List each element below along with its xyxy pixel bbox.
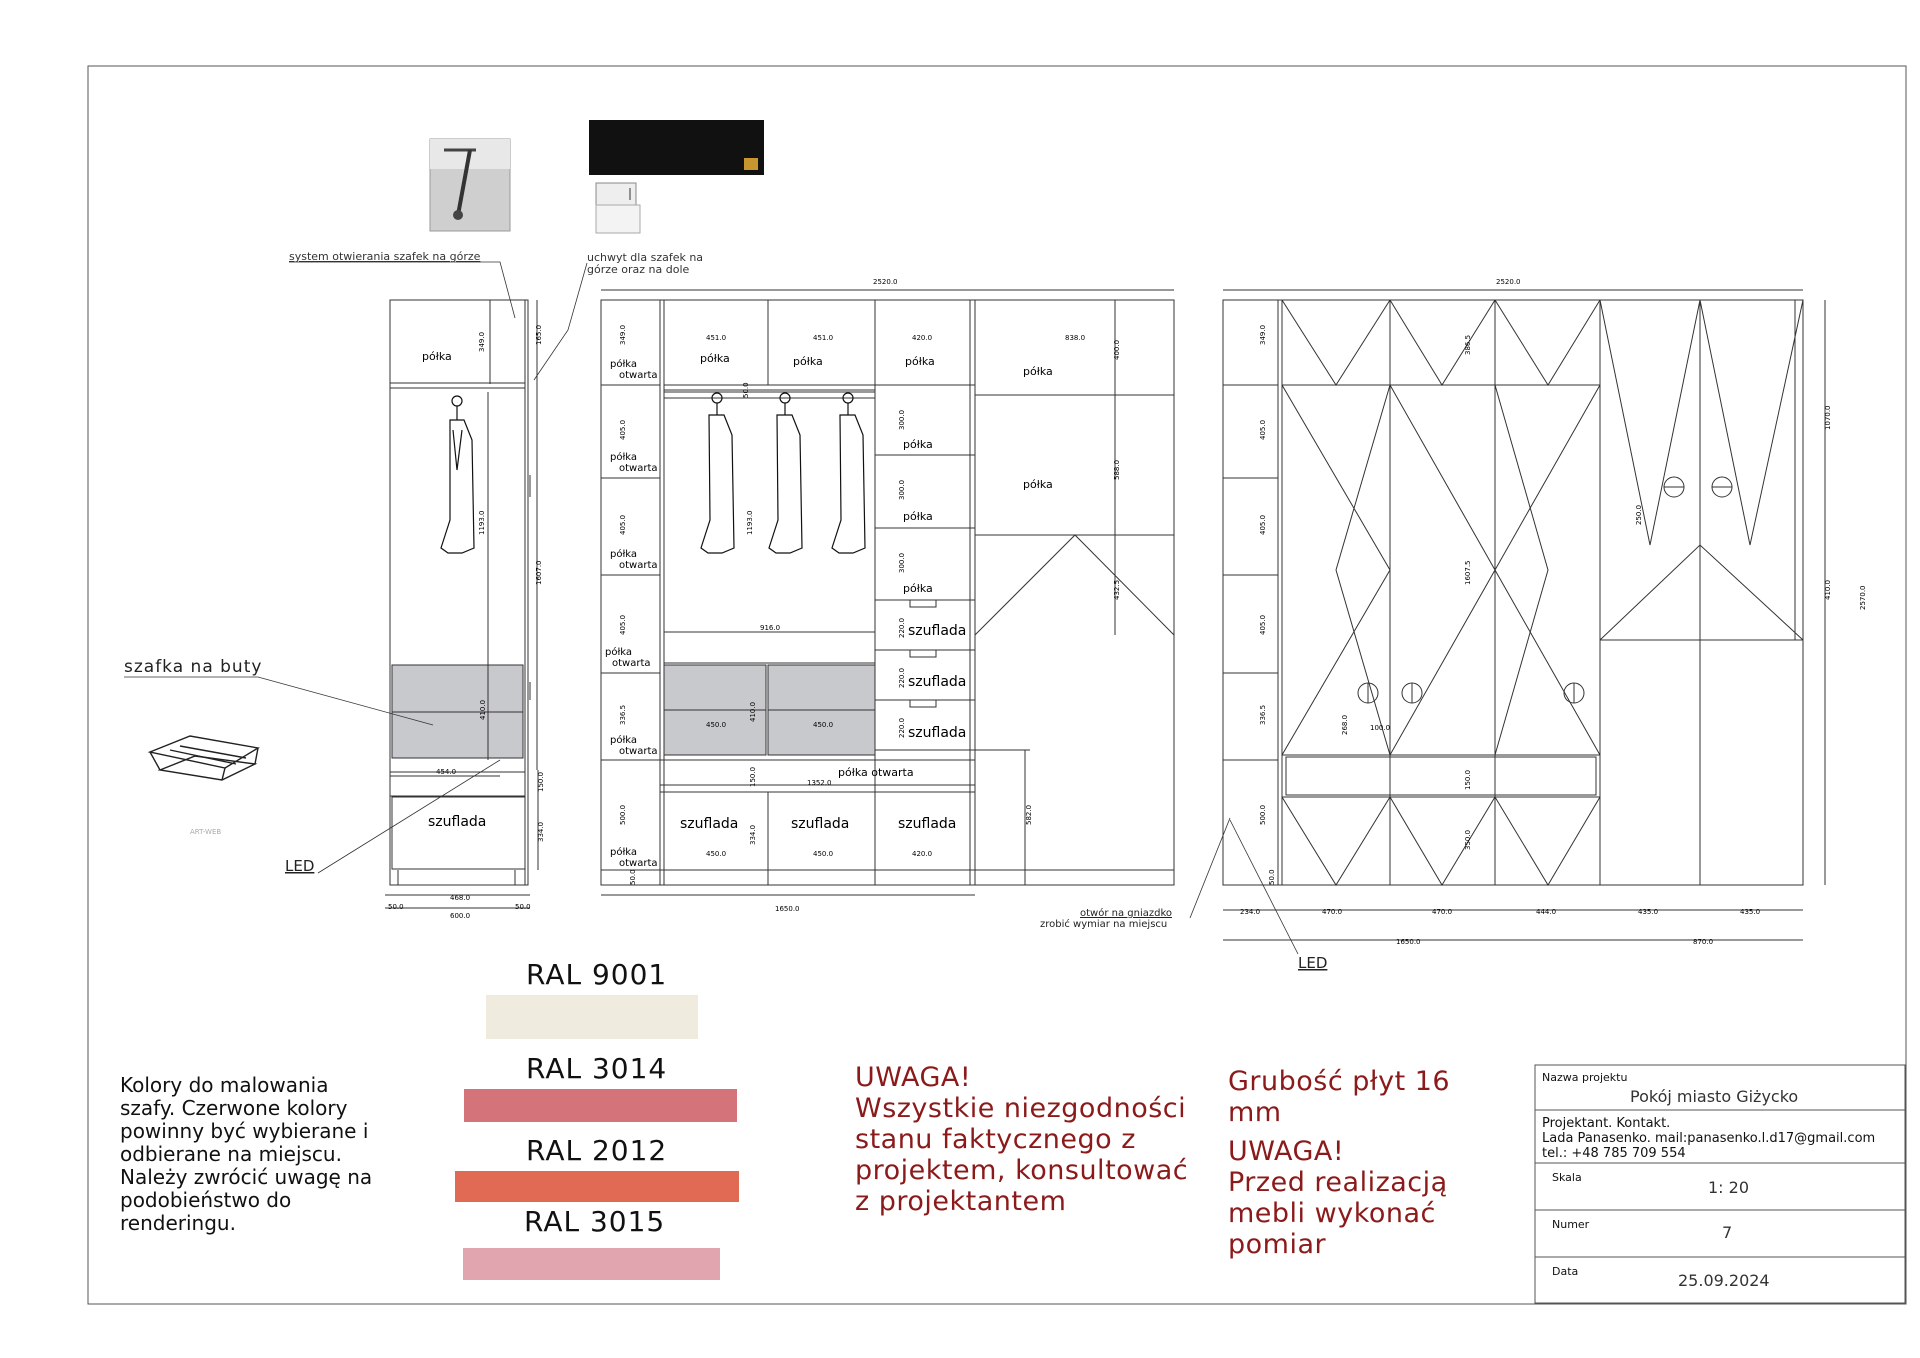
front-drawer-1: szuflada [680, 816, 739, 832]
side-dim-349: 349.0 [478, 331, 486, 352]
side-dim-410: 410.0 [479, 699, 487, 720]
right-dim-386: 386.5 [1464, 334, 1472, 355]
side-dim-165: 165.0 [535, 324, 543, 345]
front-dim-410: 410.0 [749, 701, 757, 722]
front-dim-300a: 300.0 [898, 409, 906, 430]
right-dim-100: 100.0 [1370, 724, 1391, 732]
project-label: Nazwa projektu [1542, 1071, 1628, 1084]
callout-led-right-leader [1230, 820, 1298, 954]
front-open-5a: półka [610, 735, 638, 746]
swatch-label-3015: RAL 3015 [524, 1205, 666, 1238]
contact-line-3: tel.: +48 785 709 554 [1542, 1146, 1686, 1161]
warning-line: pomiar [1228, 1229, 1327, 1260]
warning-line: Grubość płyt 16 [1228, 1066, 1451, 1097]
jacket-icon [701, 393, 865, 553]
swatch-label-9001: RAL 9001 [526, 958, 668, 991]
callout-socket-2: zrobić wymiar na miejscu [1040, 919, 1168, 930]
front-dim-432: 432.5 [1113, 579, 1121, 600]
front-dim-405a: 405.0 [619, 419, 627, 440]
front-dim-334: 334.0 [749, 824, 757, 845]
callout-handle-leader [534, 263, 587, 380]
front-view [601, 290, 1174, 895]
side-dim-334: 334.0 [537, 821, 545, 842]
right-dim-2570: 2570.0 [1859, 585, 1867, 610]
front-dim-450d1: 450.0 [706, 850, 727, 858]
front-dim-50bot: 50.0 [629, 869, 637, 885]
front-drawer-6: szuflada [908, 725, 967, 741]
front-dim-150: 150.0 [749, 766, 757, 787]
front-polka-5: półka [1023, 478, 1053, 491]
warning-line: UWAGA! [855, 1062, 972, 1093]
front-dim-838: 838.0 [1065, 334, 1086, 342]
front-dim-220c: 220.0 [898, 717, 906, 738]
front-dim-220a: 220.0 [898, 617, 906, 638]
front-dim-405c: 405.0 [619, 614, 627, 635]
side-dim-50b: 50.0 [515, 903, 531, 911]
right-dim-470b: 470.0 [1432, 908, 1453, 916]
warning-consult [855, 1062, 1188, 1217]
front-dim-405b: 405.0 [619, 514, 627, 535]
right-dim-405a: 405.0 [1259, 419, 1267, 440]
front-dim-420: 420.0 [912, 334, 933, 342]
front-open-6a: półka [610, 847, 638, 858]
callout-socket-leader [1190, 818, 1230, 918]
side-dim-454: 454.0 [436, 768, 457, 776]
right-dim-470a: 470.0 [1322, 908, 1343, 916]
front-shelf-open: półka otwarta [838, 766, 914, 779]
side-drawer-label: szuflada [428, 814, 487, 830]
warning-line: Przed realizacją [1228, 1167, 1448, 1198]
date-label: Data [1552, 1265, 1579, 1278]
right-dim-1607: 1607.5 [1464, 560, 1472, 585]
right-dim-405c: 405.0 [1259, 614, 1267, 635]
callout-handle-2: górze oraz na dole [587, 263, 690, 276]
warning-line: mebli wykonać [1228, 1198, 1436, 1229]
front-dim-300c: 300.0 [898, 552, 906, 573]
contact-line-1: Projektant. Kontakt. [1542, 1116, 1671, 1131]
front-dim-50top: 50.0 [742, 382, 750, 398]
color-note-line: Należy zwrócić uwagę na [120, 1165, 373, 1189]
watermark: ART-WEB [190, 828, 222, 836]
right-dim-435b: 435.0 [1740, 908, 1761, 916]
front-dim-582: 582.0 [1025, 804, 1033, 825]
handle-profile-photo [589, 120, 764, 233]
color-note-line: powinny być wybierane i [120, 1119, 369, 1143]
front-dim-588: 588.0 [1113, 459, 1121, 480]
contact-line-2: Lada Panasenko. mail:panasenko.l.d17@gmail.com [1542, 1131, 1876, 1146]
right-dim-150: 150.0 [1464, 769, 1472, 790]
front-polka-2: półka [793, 355, 823, 368]
front-polka-7: półka [903, 510, 933, 523]
right-dim-336: 336.5 [1259, 704, 1267, 725]
front-dim-1352: 1352.0 [807, 779, 832, 787]
right-dim-870: 870.0 [1693, 938, 1714, 946]
color-note-line: renderingu. [120, 1211, 236, 1235]
front-dim-451a: 451.0 [706, 334, 727, 342]
swatch-3015 [463, 1248, 720, 1280]
warning-line: mm [1228, 1097, 1282, 1128]
right-dim-435a: 435.0 [1638, 908, 1659, 916]
scale-label: Skala [1552, 1171, 1582, 1184]
color-note-line: Kolory do malowania [120, 1073, 329, 1097]
warning-line: stanu faktycznego z [855, 1124, 1136, 1155]
side-dim-1193: 1193.0 [478, 510, 486, 535]
warning-line: Wszystkie niezgodności [855, 1093, 1187, 1124]
side-dim-468: 468.0 [450, 894, 471, 902]
callout-opening-system: system otwierania szafek na górze [289, 250, 481, 263]
front-drawer-5: szuflada [908, 674, 967, 690]
front-dim-400: 400.0 [1113, 339, 1121, 360]
right-dim-410: 410.0 [1824, 579, 1832, 600]
right-dim-1650: 1650.0 [1396, 938, 1421, 946]
front-open-1b: otwarta [619, 370, 658, 381]
front-drawer-3: szuflada [898, 816, 957, 832]
callout-socket-1: otwór na gniazdko [1080, 908, 1173, 919]
jacket-icon [441, 396, 474, 553]
right-dim-350: 350.0 [1464, 829, 1472, 850]
front-open-3b: otwarta [619, 560, 658, 571]
gas-strut-photo [430, 139, 510, 231]
callout-opening-leader [289, 262, 515, 318]
side-dim-1607: 1607.0 [535, 560, 543, 585]
front-dim-300b: 300.0 [898, 479, 906, 500]
swatch-9001 [486, 995, 698, 1039]
front-polka-8: półka [903, 582, 933, 595]
side-dim-600: 600.0 [450, 912, 471, 920]
front-open-1a: półka [610, 359, 638, 370]
front-dim-1193: 1193.0 [746, 510, 754, 535]
right-dim-234: 234.0 [1240, 908, 1261, 916]
front-open-3a: półka [610, 549, 638, 560]
right-dim-268: 268.0 [1341, 714, 1349, 735]
front-dim-220b: 220.0 [898, 667, 906, 688]
color-note-line: podobieństwo do [120, 1188, 292, 1212]
front-dim-450s1: 450.0 [706, 721, 727, 729]
front-dim-450d2: 450.0 [813, 850, 834, 858]
front-dim-916: 916.0 [760, 624, 781, 632]
front-dim-2520: 2520.0 [873, 278, 898, 286]
front-dim-336: 336.5 [619, 704, 627, 725]
front-polka-3: półka [905, 355, 935, 368]
callout-handle-1: uchwyt dla szafek na [587, 251, 704, 264]
right-dim-2520: 2520.0 [1496, 278, 1521, 286]
right-dim-349: 349.0 [1259, 324, 1267, 345]
front-dim-500: 500.0 [619, 804, 627, 825]
callout-shoe-leader [124, 677, 433, 725]
right-dim-50: 50.0 [1268, 869, 1276, 885]
swatch-label-2012: RAL 2012 [526, 1134, 668, 1167]
swatch-label-3014: RAL 3014 [526, 1052, 668, 1085]
front-polka-4: półka [1023, 365, 1053, 378]
color-note [120, 1074, 372, 1235]
front-open-6b: otwarta [619, 858, 658, 869]
right-dim-500: 500.0 [1259, 804, 1267, 825]
side-top-label: półka [422, 350, 452, 363]
front-open-5b: otwarta [619, 746, 658, 757]
front-polka-6: półka [903, 438, 933, 451]
front-dim-349: 349.0 [619, 324, 627, 345]
swatch-3014 [464, 1089, 737, 1122]
door-elevation [1223, 290, 1825, 940]
front-drawer-2: szuflada [791, 816, 850, 832]
warning-line: z projektantem [855, 1186, 1067, 1217]
front-open-2a: półka [610, 452, 638, 463]
front-dim-420d3: 420.0 [912, 850, 933, 858]
shoe-rack-icon [150, 736, 258, 780]
front-dim-451b: 451.0 [813, 334, 834, 342]
front-polka-1: półka [700, 352, 730, 365]
date-value: 25.09.2024 [1678, 1271, 1770, 1290]
warning-line: UWAGA! [1228, 1136, 1345, 1167]
warning-measure [1228, 1066, 1450, 1260]
right-dim-250: 250.0 [1635, 504, 1643, 525]
color-note-line: odbierane na miejscu. [120, 1142, 342, 1166]
front-open-4a: półka [605, 647, 633, 658]
callout-led-right: LED [1298, 954, 1328, 972]
callout-shoe-cabinet: szafka na buty [124, 657, 263, 677]
right-dim-444: 444.0 [1536, 908, 1557, 916]
color-note-line: szafy. Czerwone kolory [120, 1096, 348, 1120]
front-dim-450s2: 450.0 [813, 721, 834, 729]
right-dim-405b: 405.0 [1259, 514, 1267, 535]
number-label: Numer [1552, 1218, 1590, 1231]
callout-led-left: LED [285, 857, 315, 875]
front-open-2b: otwarta [619, 463, 658, 474]
right-dim-1070: 1070.0 [1824, 405, 1832, 430]
number-value: 7 [1722, 1223, 1733, 1242]
project-value: Pokój miasto Giżycko [1630, 1087, 1799, 1106]
side-dim-50a: 50.0 [388, 903, 404, 911]
front-drawer-4: szuflada [908, 623, 967, 639]
front-dim-1650: 1650.0 [775, 905, 800, 913]
warning-line: projektem, konsultować [855, 1155, 1189, 1186]
front-open-4b: otwarta [612, 658, 651, 669]
swatch-2012 [455, 1171, 739, 1202]
scale-value: 1: 20 [1708, 1178, 1750, 1197]
side-dim-150: 150.0 [537, 771, 545, 792]
